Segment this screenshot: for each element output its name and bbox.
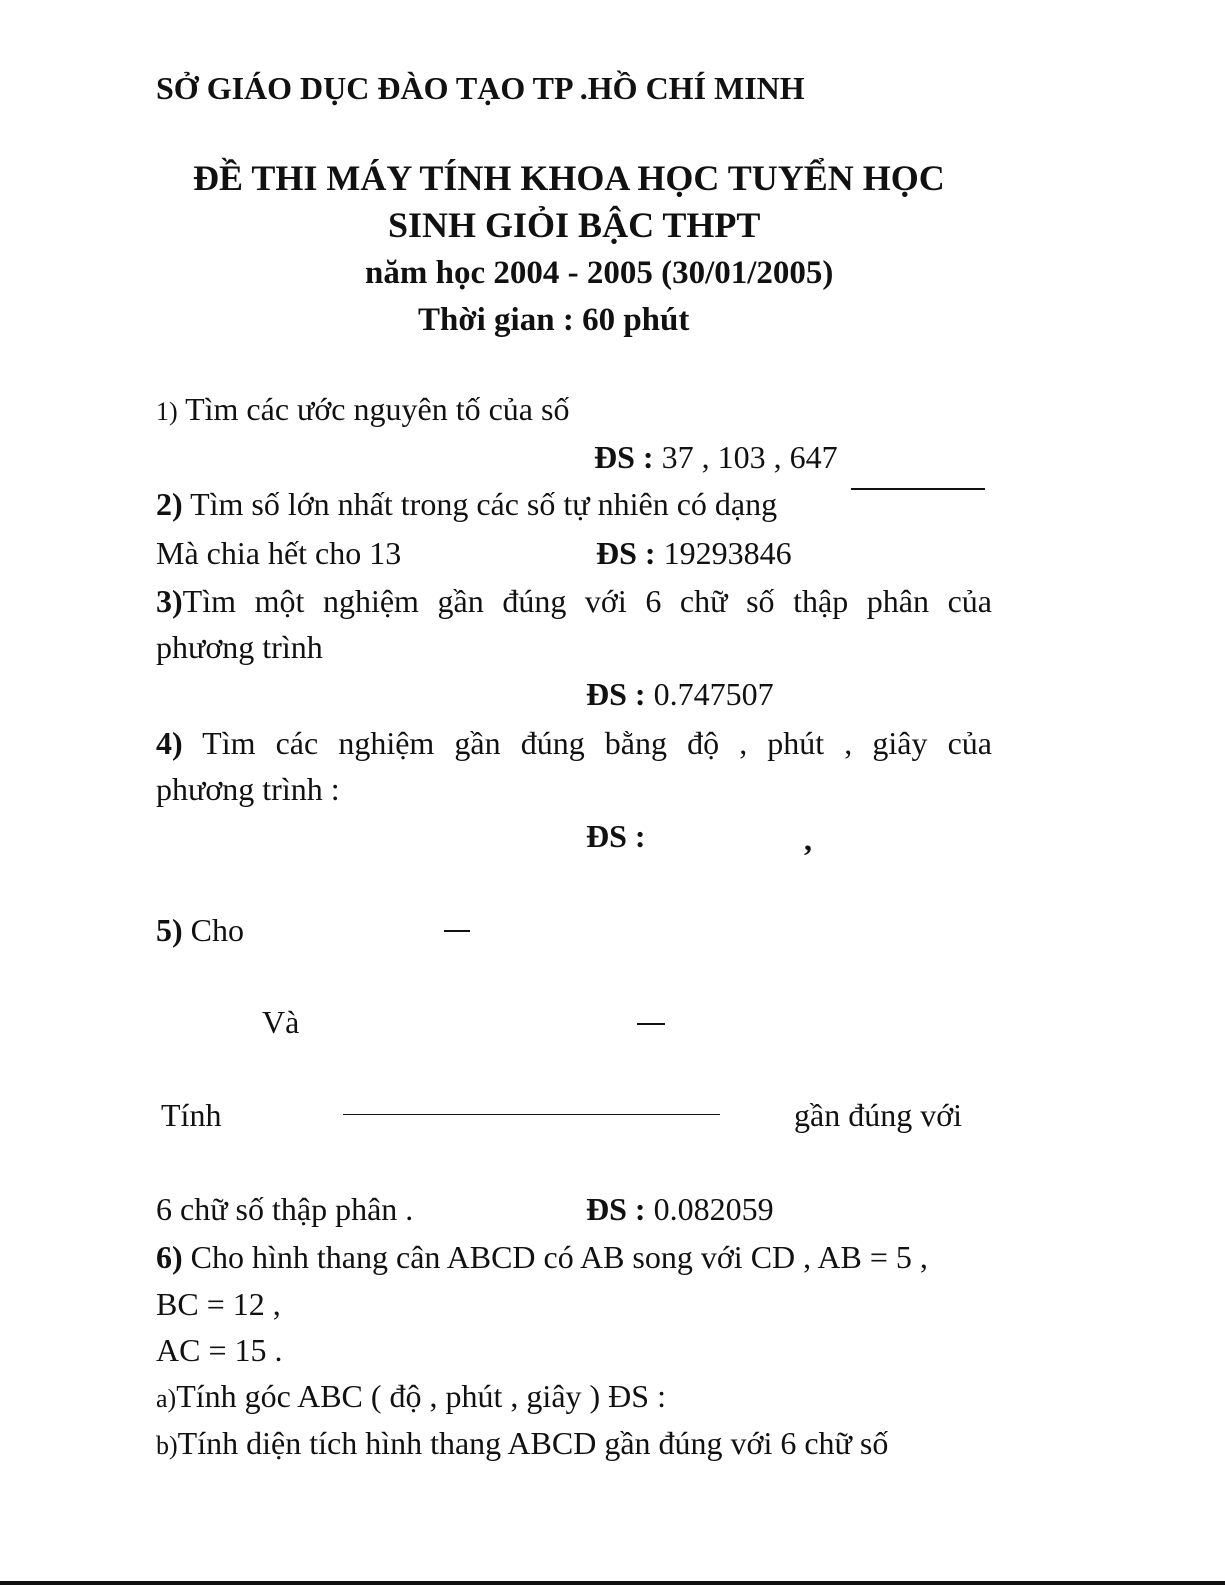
overline-rule — [851, 488, 985, 490]
answer-value: 37 , 103 , 647 — [653, 439, 838, 475]
answer-2 — [596, 537, 792, 569]
question-6-part-a — [156, 1380, 666, 1412]
answer-value: 0.747507 — [645, 676, 774, 712]
answer-label: ĐS : — [586, 676, 646, 712]
question-3-line2: phương trình — [156, 629, 323, 665]
question-3 — [156, 585, 992, 617]
question-5-va: Và — [262, 1004, 300, 1040]
answer-label: ĐS : — [596, 535, 656, 571]
question-2 — [156, 488, 777, 520]
question-text: Cho hình thang cân ABCD có AB song với CD , AB = 5 , — [182, 1239, 928, 1275]
exam-title-line1: ĐỀ THI MÁY TÍNH KHOA HỌC TUYỂN HỌC — [193, 158, 945, 198]
question-1 — [156, 393, 569, 425]
question-5 — [156, 914, 244, 946]
question-6-part-b — [156, 1427, 888, 1459]
question-4-line2: phương trình : — [156, 771, 340, 807]
answer-1 — [594, 441, 838, 473]
question-number: 1) — [156, 397, 178, 426]
answer-label: ĐS : — [586, 1191, 646, 1227]
part-text: Tính góc ABC ( độ , phút , giây ) ĐS : — [176, 1378, 666, 1414]
question-text: Tìm một nghiệm gần đúng với 6 chữ số thập phân của — [182, 583, 992, 619]
answer-5 — [586, 1193, 774, 1225]
answer-value: 19293846 — [655, 535, 792, 571]
question-text: Cho — [182, 912, 244, 948]
question-5-last-line: 6 chữ số thập phân . — [156, 1191, 414, 1227]
question-text: Tìm các nghiệm gần đúng bằng độ , phút , giây của — [182, 725, 992, 761]
question-number: 2) — [156, 486, 183, 522]
answer-4-separator: , — [804, 821, 812, 857]
part-label: b) — [156, 1431, 178, 1460]
page-bottom-border — [0, 1581, 1225, 1585]
school-year: năm học 2004 - 2005 (30/01/2005) — [365, 255, 834, 291]
question-number: 4) — [156, 725, 183, 761]
fraction-bar — [343, 1114, 720, 1115]
part-text: Tính diện tích hình thang ABCD gần đúng với 6 chữ số — [177, 1425, 889, 1461]
question-2-line2: Mà chia hết cho 13 — [156, 535, 402, 571]
fraction-bar — [637, 1023, 665, 1025]
answer-label: ĐS : — [594, 439, 654, 475]
question-5-approx: gần đúng với — [794, 1097, 963, 1133]
question-text: Tìm số lớn nhất trong các số tự nhiên có dạng — [182, 486, 778, 522]
question-6-line3: AC = 15 . — [156, 1332, 283, 1368]
answer-value: 0.082059 — [645, 1191, 774, 1227]
fraction-bar — [444, 930, 470, 932]
question-number: 6) — [156, 1239, 183, 1275]
question-text: Tìm các ước nguyên tố của số — [177, 391, 570, 427]
exam-title-line2: SINH GIỎI BẬC THPT — [388, 205, 761, 245]
question-6-line2: BC = 12 , — [156, 1286, 281, 1322]
question-number: 5) — [156, 912, 183, 948]
question-6 — [156, 1241, 928, 1273]
department-name: SỞ GIÁO DỤC ĐÀO TẠO TP .HỒ CHÍ MINH — [156, 70, 805, 106]
question-5-tinh: Tính — [161, 1097, 222, 1133]
part-label: a) — [156, 1384, 177, 1413]
question-4 — [156, 727, 992, 759]
answer-3 — [586, 678, 774, 710]
exam-time: Thời gian : 60 phút — [418, 302, 690, 338]
answer-4-label: ĐS : — [586, 818, 646, 854]
question-number: 3) — [156, 583, 183, 619]
